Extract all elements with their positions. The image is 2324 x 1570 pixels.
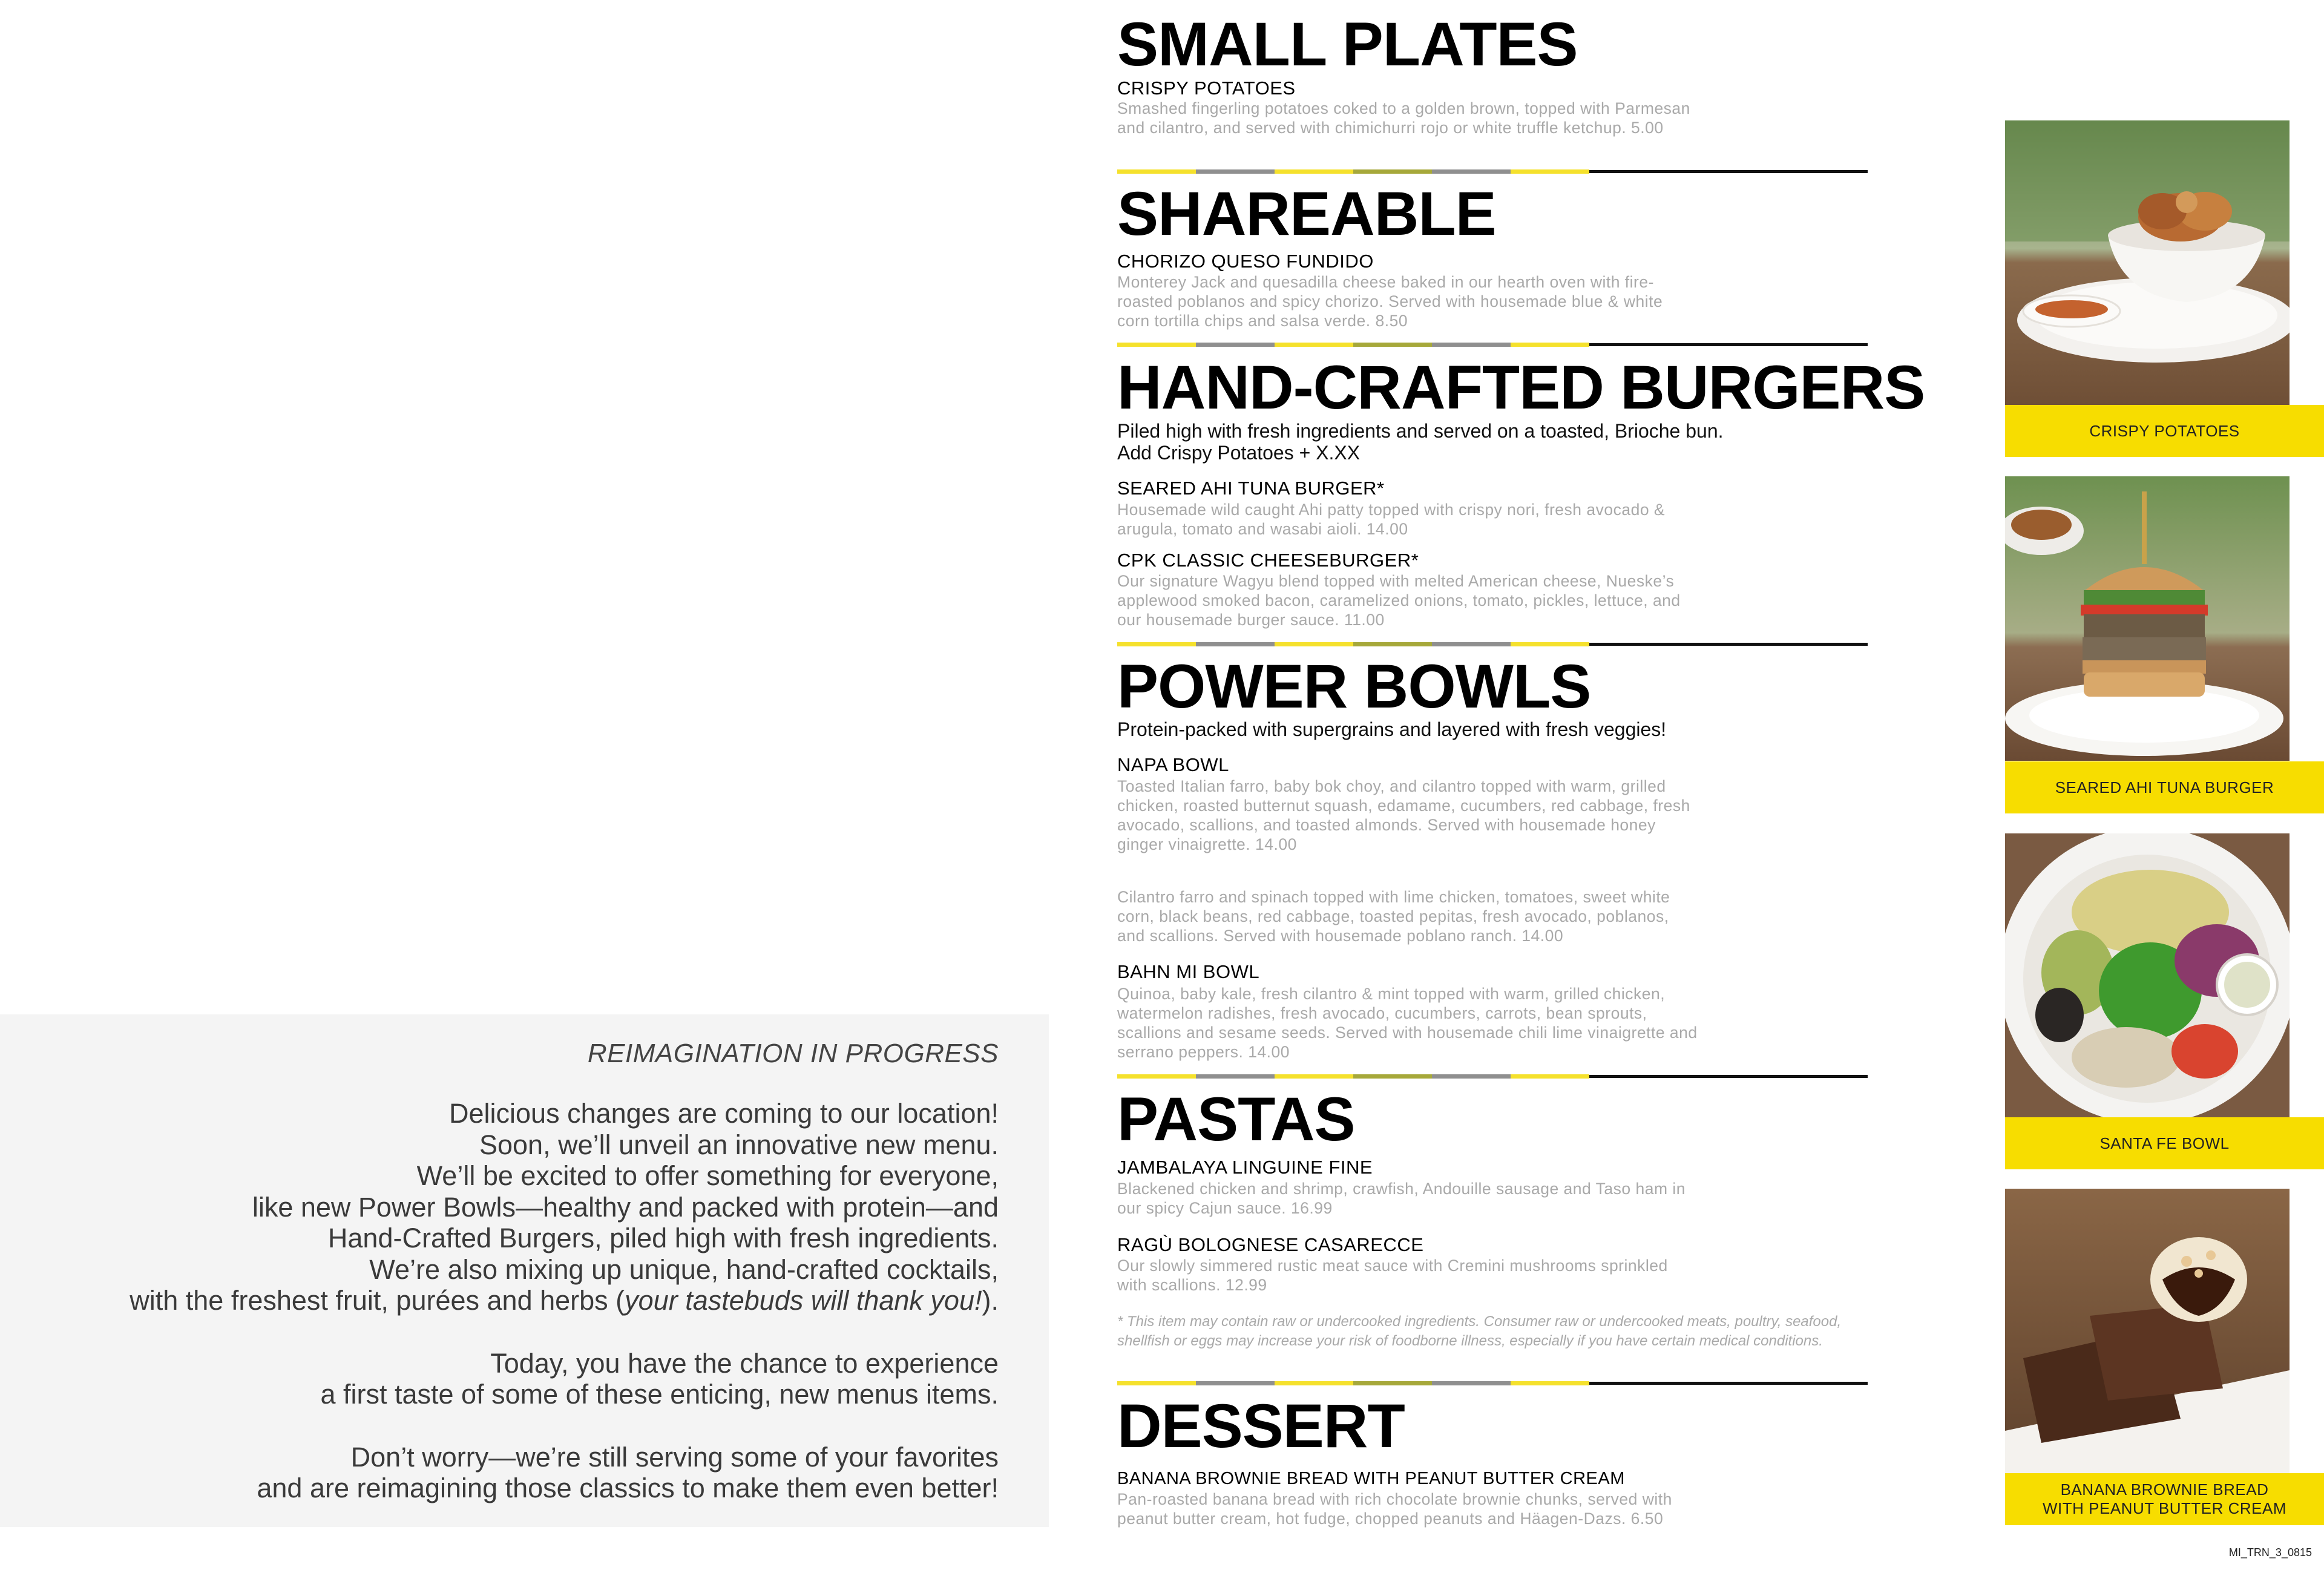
menu-item-desc: Monterey Jack and quesadilla cheese baked in our hearth oven with fire-roasted poblanos and spicy chorizo. Served with housemade blue & white corn tortilla chips and salsa verde. 8.50 — [1117, 273, 1663, 330]
photo-santa-fe-bowl — [2005, 833, 2290, 1118]
section-intro: Piled high with fresh ingredients and served on a toasted, Brioche bun. — [1117, 420, 1724, 442]
photo-seared-ahi-tuna-burger — [2005, 476, 2290, 761]
menu-item-desc: Pan-roasted banana bread with rich chocolate brownie chunks, served with peanut butter cream, hot fudge, chopped peanuts and Häagen-Dazs. 6.50 — [1117, 1490, 1672, 1528]
allergen-disclaimer: * This item may contain raw or undercooked ingredients. Consumer raw or undercooked meats, poultry, seafood, shellfish or eggs may increase your risk of foodborne illness, especially if you have certain medical conditions. — [1117, 1313, 1842, 1349]
photo-caption: SANTA FE BOWL — [2005, 1117, 2324, 1169]
menu-item-name: RAGÙ BOLOGNESE CASARECCE — [1117, 1234, 1424, 1255]
menu-item-desc: Our slowly simmered rustic meat sauce with Cremini mushrooms sprinkled with scallions. 12.99 — [1117, 1256, 1668, 1294]
section-divider — [1117, 1382, 1868, 1385]
section-divider — [1117, 343, 1868, 346]
photo-caption: SEARED AHI TUNA BURGER — [2005, 761, 2324, 813]
intro-line: Today, you have the chance to experience — [490, 1347, 999, 1379]
section-divider — [1117, 643, 1868, 646]
intro-text — [130, 1039, 999, 1536]
menu-item-desc: Housemade wild caught Ahi patty topped with crispy nori, fresh avocado & arugula, tomato and wasabi aioli. 14.00 — [1117, 501, 1666, 538]
menu-item-name: BANANA BROWNIE BREAD WITH PEANUT BUTTER CREAM — [1117, 1469, 1625, 1488]
intro-line: with the freshest fruit, purées and herbs (your tastebuds will thank you!). — [130, 1285, 999, 1316]
intro-paragraph-2 — [130, 1348, 999, 1410]
section-title-small-plates: SMALL PLATES — [1117, 10, 1578, 79]
section-title-power-bowls: POWER BOWLS — [1117, 652, 1591, 721]
photo-banana-brownie-bread — [2005, 1189, 2290, 1473]
intro-panel — [0, 1014, 1049, 1527]
photo-caption-line: BANANA BROWNIE BREAD — [2060, 1480, 2269, 1499]
intro-line: Don’t worry—we’re still serving some of your favorites — [350, 1441, 999, 1473]
menu-item-name: CPK CLASSIC CHEESEBURGER* — [1117, 550, 1419, 571]
print-code: MI_TRN_3_0815 — [2228, 1546, 2312, 1559]
section-title-burgers: HAND-CRAFTED BURGERS — [1117, 353, 1925, 422]
menu-item-name: CHORIZO QUESO FUNDIDO — [1117, 251, 1374, 272]
intro-line: Delicious changes are coming to our location! — [449, 1098, 999, 1129]
menu-item-desc: Blackened chicken and shrimp, crawfish, Andouille sausage and Taso ham in our spicy Cajun sauce. 16.99 — [1117, 1180, 1686, 1217]
intro-title: REIMAGINATION IN PROGRESS — [587, 1039, 999, 1068]
section-intro: Protein-packed with supergrains and layered with fresh veggies! — [1117, 718, 1667, 740]
menu-item-desc: Cilantro farro and spinach topped with lime chicken, tomatoes, sweet white corn, black beans, red cabbage, toasted pepitas, fresh avocado, poblanos, and scallions. Served with housemade poblano ranch. 14.00 — [1117, 888, 1670, 945]
menu-item-name: CRISPY POTATOES — [1117, 77, 1296, 99]
intro-paragraph-1 — [130, 1098, 999, 1316]
intro-paragraph-3 — [130, 1442, 999, 1504]
intro-line: like new Power Bowls—healthy and packed with protein—and — [252, 1191, 999, 1223]
section-title-dessert: DESSERT — [1117, 1391, 1405, 1460]
intro-line: We’re also mixing up unique, hand-crafted cocktails, — [369, 1253, 999, 1285]
menu-item-desc: Toasted Italian farro, baby bok choy, and cilantro topped with warm, grilled chicken, roasted butternut squash, edamame, cucumbers, red cabbage, fresh avocado, scallions, and toasted almonds. Served with housemade honey ginger vinaigrette. 14.00 — [1117, 777, 1690, 853]
menu-item-name: BAHN MI BOWL — [1117, 961, 1260, 982]
intro-line: and are reimagining those classics to make them even better! — [257, 1473, 999, 1503]
menu-item-desc: Quinoa, baby kale, fresh cilantro & mint topped with warm, grilled chicken, watermelon radishes, fresh avocado, cucumbers, carrots, bean sprouts, scallions and sesame seeds. Served with housemade chili lime vinaigrette and serrano peppers. 14.00 — [1117, 985, 1698, 1061]
intro-line: We’ll be excited to offer something for everyone, — [416, 1160, 999, 1191]
section-divider — [1117, 170, 1868, 173]
menu-item-name: JAMBALAYA LINGUINE FINE — [1117, 1157, 1373, 1178]
section-title-shareable: SHAREABLE — [1117, 179, 1496, 248]
section-title-pastas: PASTAS — [1117, 1085, 1355, 1154]
menu-item-name: SEARED AHI TUNA BURGER* — [1117, 478, 1385, 499]
photo-caption — [2005, 1473, 2324, 1525]
photo-caption: CRISPY POTATOES — [2005, 405, 2324, 457]
intro-line: a first taste of some of these enticing, new menus items. — [320, 1379, 999, 1410]
photo-crispy-potatoes — [2005, 120, 2290, 405]
menu-item-desc: Smashed fingerling potatoes coked to a golden brown, topped with Parmesan and cilantro, and served with chimichurri rojo or white truffle ketchup. 5.00 — [1117, 99, 1690, 137]
menu-item-desc: Our signature Wagyu blend topped with melted American cheese, Nueske’s applewood smoked bacon, caramelized onions, tomato, pickles, lettuce, and our housemade burger sauce. 11.00 — [1117, 572, 1681, 629]
section-divider — [1117, 1075, 1868, 1078]
section-intro: Add Crispy Potatoes + X.XX — [1117, 442, 1361, 464]
photo-caption-line: WITH PEANUT BUTTER CREAM — [2043, 1499, 2286, 1517]
menu-item-name: NAPA BOWL — [1117, 754, 1229, 775]
intro-line: Hand-Crafted Burgers, piled high with fresh ingredients. — [327, 1223, 999, 1253]
intro-line: Soon, we’ll unveil an innovative new menu. — [479, 1129, 999, 1160]
